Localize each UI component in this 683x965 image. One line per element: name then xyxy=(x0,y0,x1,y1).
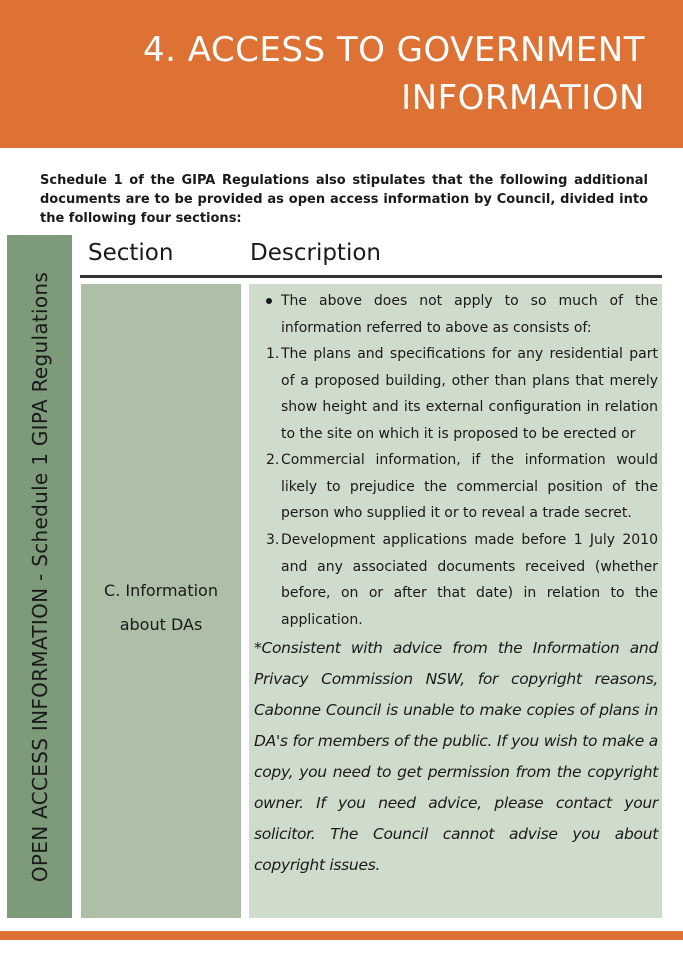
list-item-number: 3. xyxy=(266,532,280,548)
list-item: Development applications made before 1 July 2010 and any associated documents received (whether before, on or after that date) in relation to the application. xyxy=(281,532,658,628)
bullet-icon xyxy=(266,298,272,304)
section-cell xyxy=(81,284,241,918)
copyright-note: *Consistent with advice from the Information and Privacy Commission NSW, for copyright reasons, Cabonne Council is unable to make copies of plans in DA's for members of the public. If you wish to make a copy, you need to get permission from the copyright owner. If you need advice, please contact your solicitor. The Council cannot advise you about copyright issues. xyxy=(254,639,658,874)
page-title: 4. ACCESS TO GOVERNMENT INFORMATION xyxy=(142,30,645,118)
list-item-number: 1. xyxy=(266,346,280,362)
description-cell xyxy=(249,284,662,918)
header-divider xyxy=(80,275,662,278)
page-header xyxy=(0,0,683,148)
list-item: Commercial information, if the information would likely to prejudice the commercial position of the person who supplied it or to reveal a trade secret. xyxy=(281,452,658,522)
intro-paragraph: Schedule 1 of the GIPA Regulations also stipulates that the following additional documents are to be provided as open access information by Council, divided into the following four sections: xyxy=(40,173,648,226)
list-item: The plans and specifications for any residential part of a proposed building, other than plans that merely show height and its external configuration in relation to the site on which it is proposed to be erected or xyxy=(281,346,658,442)
column-header-section: Section xyxy=(88,240,174,266)
side-banner-label: OPEN ACCESS INFORMATION - Schedule 1 GIPA Regulations xyxy=(27,271,52,882)
list-item-number: 2. xyxy=(266,452,280,468)
footer-rule xyxy=(0,931,683,940)
side-banner xyxy=(7,235,72,918)
column-header-description: Description xyxy=(250,240,381,266)
bullet-item: The above does not apply to so much of the information referred to above as consists of: xyxy=(281,293,658,336)
section-label: C. Information about DAs xyxy=(104,581,218,634)
